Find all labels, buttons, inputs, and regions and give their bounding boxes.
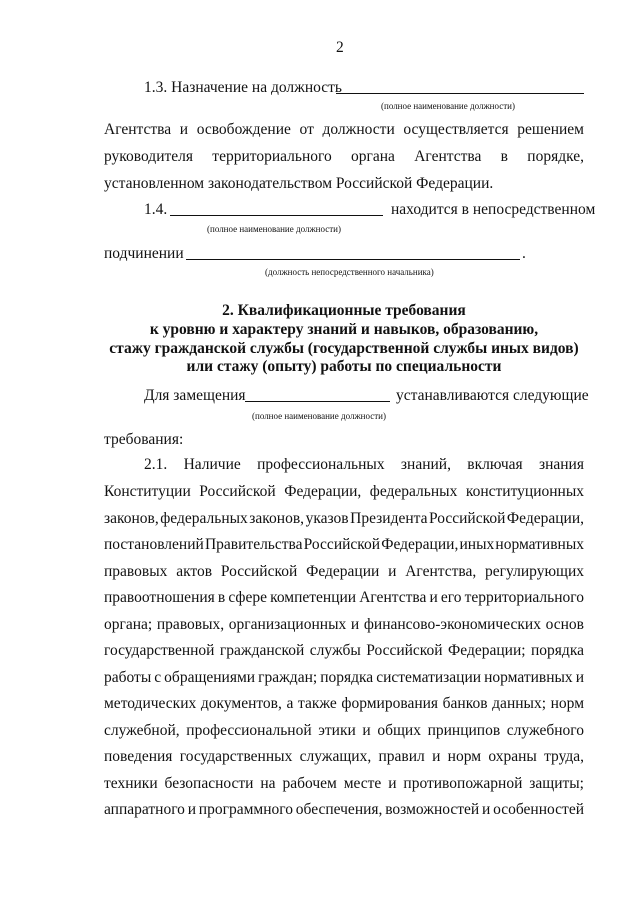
section-2-intro-line2: требования:	[104, 431, 184, 448]
section-1-3-line2: Агентства и освобождение от должности осуществляется решением	[104, 121, 584, 138]
p21-line-3: законов, федеральных законов, указов Президента Российской Федерации,	[104, 510, 584, 527]
page-number: 2	[336, 39, 344, 56]
caption-position-1-3: (полное наименование должности)	[381, 101, 515, 111]
section-1-4-lead: 1.4.	[144, 201, 168, 218]
section-1-4-line2-end: .	[522, 245, 526, 262]
section-2-intro-lead: Для замещения	[144, 387, 246, 404]
p21-line-4: постановлений Правительства Российской Федерации, иных нормативных	[104, 536, 584, 553]
p21-line-6: правоотношения в сфере компетенции Агентства и его территориального	[104, 589, 584, 606]
section-1-3-line4: установленном законодательством Российской Федерации.	[104, 175, 494, 192]
position-blank-2	[245, 401, 390, 402]
section-2-title-line-4: или стажу (опыту) работы по специальности	[186, 358, 502, 375]
section-1-3-lead: 1.3. Назначение на должность	[144, 79, 342, 96]
section-1-3-line3: руководителя территориального органа Агентства в порядке,	[104, 148, 584, 165]
p21-line-1: 2.1. Наличие профессиональных знаний, включая знания	[144, 456, 584, 473]
caption-supervisor: (должность непосредственного начальника)	[265, 267, 434, 277]
p21-line-12: поведения государственных служащих, правил и норм охраны труда,	[104, 748, 584, 765]
section-1-4-line2-lead: подчинении	[104, 245, 184, 262]
p21-line-5: правовых актов Российской Федерации и Агентства, регулирующих	[104, 563, 584, 580]
p21-line-9: работы с обращениями граждан; порядка систематизации нормативных и	[104, 669, 584, 686]
section-2-title-line-2: к уровню и характеру знаний и навыков, образованию,	[149, 321, 539, 338]
position-blank-1-3	[336, 93, 584, 94]
p21-line-14: аппаратного и программного обеспечения, возможностей и особенностей	[104, 801, 584, 818]
section-1-4-tail: находится в непосредственном	[391, 201, 596, 218]
p21-line-11: служебной, профессиональной этики и общих принципов служебного	[104, 722, 584, 739]
section-2-intro-tail: устанавливаются следующие	[396, 387, 589, 404]
caption-position-2: (полное наименование должности)	[252, 411, 386, 421]
p21-line-2: Конституции Российской Федерации, федеральных конституционных	[104, 483, 584, 500]
supervisor-blank	[186, 259, 520, 260]
p21-line-7: органа; правовых, организационных и финансово-экономических основ	[104, 616, 584, 633]
caption-position-1-4: (полное наименование должности)	[207, 224, 341, 234]
p21-line-8: государственной гражданской службы Российской Федерации; порядка	[104, 642, 584, 659]
position-blank-1-4	[170, 215, 383, 216]
p21-line-13: техники безопасности на рабочем месте и противопожарной защиты;	[104, 775, 584, 792]
section-2-title-line-3: стажу гражданской службы (государственной службы иных видов)	[109, 340, 579, 357]
section-2-title-line-1: 2. Квалификационные требования	[222, 302, 466, 319]
p21-line-10: методических документов, а также формирования банков данных; норм	[104, 695, 584, 712]
